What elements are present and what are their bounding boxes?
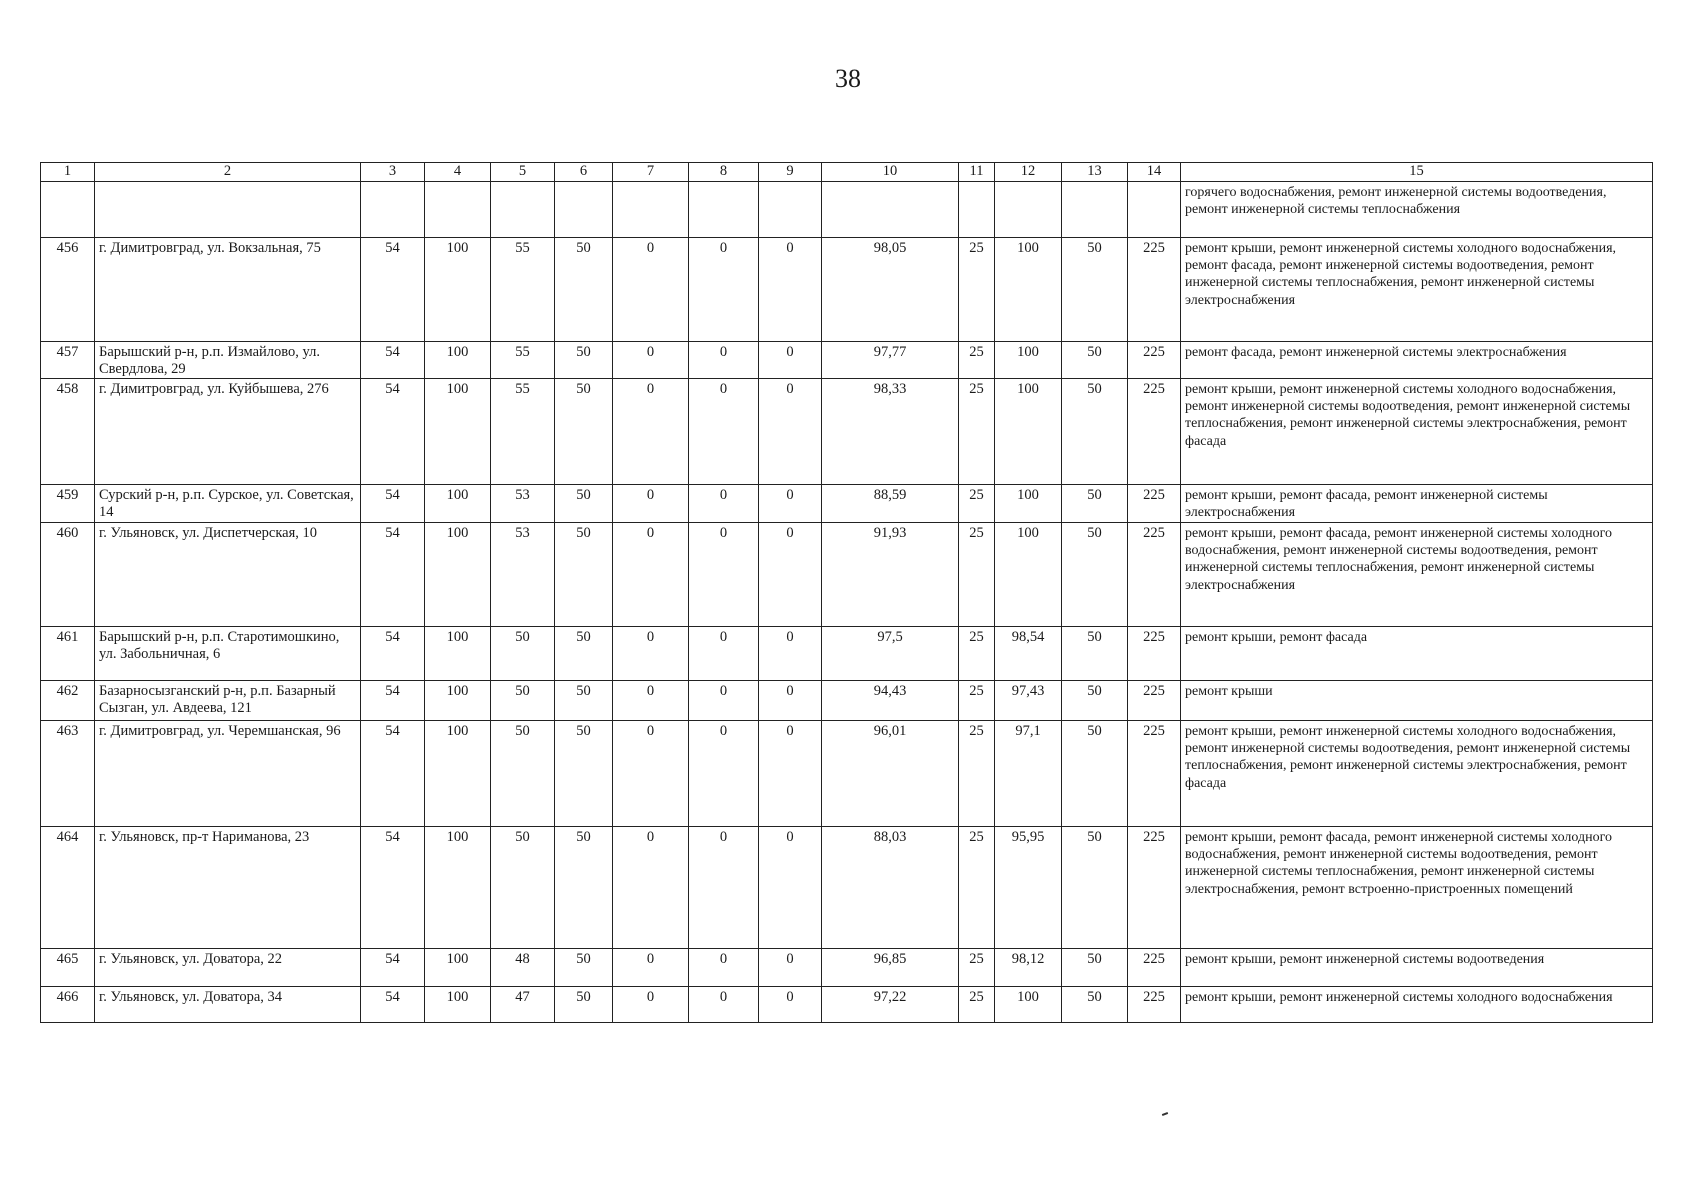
cell-address: г. Ульяновск, ул. Доватора, 34 [95,987,361,1023]
repair-program-table [40,162,1653,1023]
cell-col12: 97,43 [995,681,1062,721]
cell-col4: 100 [425,681,491,721]
cell-col3: 54 [361,681,425,721]
cell-col11: 25 [959,949,995,987]
cell-col14: 225 [1128,987,1181,1023]
cell-col6: 50 [555,379,613,485]
column-number-14: 14 [1128,163,1181,182]
cell-address: г. Ульяновск, ул. Диспетчерская, 10 [95,523,361,627]
table-row [41,987,1653,1023]
cell-col7: 0 [613,238,689,342]
cell-col4: 100 [425,949,491,987]
cell-col3: 54 [361,627,425,681]
cell-col13: 50 [1062,342,1128,379]
column-number-1: 1 [41,163,95,182]
cell-col13: 50 [1062,379,1128,485]
cell-col4: 100 [425,523,491,627]
cell-col8: 0 [689,827,759,949]
cell-col5: 50 [491,721,555,827]
cell-works: ремонт крыши, ремонт инженерной системы холодного водоснабжения [1181,987,1653,1023]
table-row [41,827,1653,949]
cell-col10: 96,85 [822,949,959,987]
cell-col6: 50 [555,827,613,949]
cell-works: ремонт крыши, ремонт фасада [1181,627,1653,681]
cell-col14: 225 [1128,721,1181,827]
cell-col4: 100 [425,379,491,485]
cell-col12: 100 [995,342,1062,379]
cell-col6: 50 [555,987,613,1023]
table-row [41,627,1653,681]
cell-col10: 98,33 [822,379,959,485]
cell-col14: 225 [1128,827,1181,949]
cell-col4: 100 [425,238,491,342]
cell-col3: 54 [361,721,425,827]
cell-col7: 0 [613,949,689,987]
cell-empty [822,182,959,238]
cell-works: горячего водоснабжения, ремонт инженерной системы водоотведения, ремонт инженерной системы теплоснабжения [1181,182,1653,238]
cell-col13: 50 [1062,949,1128,987]
cell-col5: 55 [491,342,555,379]
column-number-7: 7 [613,163,689,182]
cell-col8: 0 [689,523,759,627]
table-row [41,681,1653,721]
cell-empty [995,182,1062,238]
cell-empty [959,182,995,238]
cell-num: 457 [41,342,95,379]
cell-col12: 98,12 [995,949,1062,987]
continuation-row [41,182,1653,238]
column-number-11: 11 [959,163,995,182]
cell-num: 466 [41,987,95,1023]
cell-col11: 25 [959,379,995,485]
cell-col8: 0 [689,379,759,485]
cell-col8: 0 [689,627,759,681]
cell-col14: 225 [1128,949,1181,987]
cell-col7: 0 [613,342,689,379]
column-number-row [41,163,1653,182]
cell-col11: 25 [959,681,995,721]
cell-works: ремонт крыши, ремонт инженерной системы холодного водоснабжения, ремонт инженерной системы водоотведения, ремонт инженерной системы теплоснабжения, ремонт инженерной системы электроснабжения, ремонт фасада [1181,721,1653,827]
cell-num: 465 [41,949,95,987]
cell-col3: 54 [361,987,425,1023]
cell-col7: 0 [613,379,689,485]
cell-col3: 54 [361,238,425,342]
cell-col3: 54 [361,949,425,987]
cell-works: ремонт крыши, ремонт инженерной системы холодного водоснабжения, ремонт инженерной системы водоотведения, ремонт инженерной системы теплоснабжения, ремонт инженерной системы электроснабжения, ремонт фасада [1181,379,1653,485]
cell-col13: 50 [1062,721,1128,827]
cell-col8: 0 [689,238,759,342]
table-row [41,342,1653,379]
cell-col8: 0 [689,949,759,987]
cell-empty [689,182,759,238]
cell-col3: 54 [361,485,425,523]
column-number-5: 5 [491,163,555,182]
cell-col4: 100 [425,342,491,379]
table-row [41,949,1653,987]
cell-col3: 54 [361,523,425,627]
cell-num: 464 [41,827,95,949]
cell-works: ремонт крыши, ремонт фасада, ремонт инженерной системы холодного водоснабжения, ремонт инженерной системы водоотведения, ремонт инженерной системы теплоснабжения, ремонт инженерной системы электроснабжения, ремонт встроенно-пристроенных помещений [1181,827,1653,949]
table-row [41,238,1653,342]
cell-col5: 53 [491,523,555,627]
cell-col6: 50 [555,721,613,827]
cell-address [95,182,361,238]
cell-col7: 0 [613,721,689,827]
cell-address: г. Димитровград, ул. Вокзальная, 75 [95,238,361,342]
cell-col9: 0 [759,485,822,523]
cell-works: ремонт фасада, ремонт инженерной системы электроснабжения [1181,342,1653,379]
cell-col14: 225 [1128,627,1181,681]
cell-num: 462 [41,681,95,721]
cell-col3: 54 [361,342,425,379]
cell-empty [361,182,425,238]
cell-num: 463 [41,721,95,827]
cell-col11: 25 [959,721,995,827]
cell-col4: 100 [425,485,491,523]
cell-address: г. Ульяновск, ул. Доватора, 22 [95,949,361,987]
cell-col7: 0 [613,681,689,721]
cell-col10: 96,01 [822,721,959,827]
cell-num: 456 [41,238,95,342]
cell-col3: 54 [361,827,425,949]
cell-address: г. Ульяновск, пр-т Нариманова, 23 [95,827,361,949]
cell-col14: 225 [1128,523,1181,627]
cell-col8: 0 [689,485,759,523]
cell-col6: 50 [555,523,613,627]
cell-works: ремонт крыши, ремонт инженерной системы холодного водоснабжения, ремонт фасада, ремонт инженерной системы водоотведения, ремонт инженерной системы теплоснабжения, ремонт инженерной системы электроснабжения [1181,238,1653,342]
cell-col13: 50 [1062,523,1128,627]
cell-col12: 100 [995,987,1062,1023]
cell-col7: 0 [613,523,689,627]
cell-col9: 0 [759,238,822,342]
cell-col13: 50 [1062,827,1128,949]
cell-col12: 95,95 [995,827,1062,949]
cell-col12: 98,54 [995,627,1062,681]
cell-col13: 50 [1062,987,1128,1023]
cell-col12: 100 [995,485,1062,523]
column-number-9: 9 [759,163,822,182]
cell-col8: 0 [689,342,759,379]
cell-col5: 55 [491,238,555,342]
cell-col10: 97,77 [822,342,959,379]
cell-col5: 55 [491,379,555,485]
cell-col4: 100 [425,827,491,949]
cell-col13: 50 [1062,238,1128,342]
cell-col6: 50 [555,949,613,987]
cell-col13: 50 [1062,627,1128,681]
cell-num: 459 [41,485,95,523]
cell-num: 460 [41,523,95,627]
cell-col12: 100 [995,523,1062,627]
cell-col5: 50 [491,627,555,681]
cell-num: 458 [41,379,95,485]
cell-empty [491,182,555,238]
cell-col10: 97,5 [822,627,959,681]
cell-col8: 0 [689,721,759,827]
cell-col4: 100 [425,987,491,1023]
cell-col10: 91,93 [822,523,959,627]
cell-works: ремонт крыши, ремонт инженерной системы водоотведения [1181,949,1653,987]
cell-col9: 0 [759,627,822,681]
cell-col14: 225 [1128,485,1181,523]
cell-col9: 0 [759,523,822,627]
cell-col10: 98,05 [822,238,959,342]
cell-col10: 97,22 [822,987,959,1023]
table-row [41,523,1653,627]
cell-col12: 100 [995,379,1062,485]
cell-col7: 0 [613,485,689,523]
cell-col10: 94,43 [822,681,959,721]
scan-mark [1162,1112,1168,1116]
cell-col6: 50 [555,238,613,342]
cell-col9: 0 [759,681,822,721]
cell-col11: 25 [959,485,995,523]
cell-works: ремонт крыши, ремонт фасада, ремонт инженерной системы электроснабжения [1181,485,1653,523]
cell-col6: 50 [555,681,613,721]
cell-col9: 0 [759,949,822,987]
cell-col4: 100 [425,721,491,827]
cell-col11: 25 [959,238,995,342]
column-number-10: 10 [822,163,959,182]
page-number: 38 [835,64,861,93]
cell-empty [1062,182,1128,238]
cell-col10: 88,03 [822,827,959,949]
cell-address: г. Димитровград, ул. Куйбышева, 276 [95,379,361,485]
column-number-15: 15 [1181,163,1653,182]
cell-col7: 0 [613,827,689,949]
cell-col11: 25 [959,342,995,379]
cell-col6: 50 [555,485,613,523]
cell-col6: 50 [555,627,613,681]
column-number-3: 3 [361,163,425,182]
column-number-12: 12 [995,163,1062,182]
table-row [41,721,1653,827]
cell-num [41,182,95,238]
cell-col5: 47 [491,987,555,1023]
cell-address: Базарносызганский р-н, р.п. Базарный Сызган, ул. Авдеева, 121 [95,681,361,721]
cell-col5: 48 [491,949,555,987]
cell-col14: 225 [1128,238,1181,342]
cell-works: ремонт крыши, ремонт фасада, ремонт инженерной системы холодного водоснабжения, ремонт инженерной системы водоотведения, ремонт инженерной системы теплоснабжения, ремонт инженерной системы электроснабжения [1181,523,1653,627]
cell-col11: 25 [959,987,995,1023]
cell-col11: 25 [959,523,995,627]
cell-col14: 225 [1128,342,1181,379]
cell-address: Барышский р-н, р.п. Измайлово, ул. Свердлова, 29 [95,342,361,379]
cell-address: Барышский р-н, р.п. Старотимошкино, ул. Забольничная, 6 [95,627,361,681]
cell-col9: 0 [759,379,822,485]
table-row [41,379,1653,485]
cell-address: Сурский р-н, р.п. Сурское, ул. Советская, 14 [95,485,361,523]
cell-empty [425,182,491,238]
cell-empty [555,182,613,238]
cell-col5: 53 [491,485,555,523]
cell-col7: 0 [613,627,689,681]
cell-empty [759,182,822,238]
cell-col5: 50 [491,681,555,721]
cell-col11: 25 [959,827,995,949]
cell-col3: 54 [361,379,425,485]
cell-col13: 50 [1062,485,1128,523]
cell-col9: 0 [759,987,822,1023]
cell-num: 461 [41,627,95,681]
cell-col6: 50 [555,342,613,379]
cell-works: ремонт крыши [1181,681,1653,721]
column-number-2: 2 [95,163,361,182]
cell-col9: 0 [759,827,822,949]
column-number-8: 8 [689,163,759,182]
cell-col12: 97,1 [995,721,1062,827]
cell-col10: 88,59 [822,485,959,523]
column-number-4: 4 [425,163,491,182]
cell-col9: 0 [759,721,822,827]
cell-col9: 0 [759,342,822,379]
column-number-13: 13 [1062,163,1128,182]
cell-col14: 225 [1128,379,1181,485]
cell-col4: 100 [425,627,491,681]
cell-col12: 100 [995,238,1062,342]
cell-empty [613,182,689,238]
cell-col13: 50 [1062,681,1128,721]
cell-address: г. Димитровград, ул. Черемшанская, 96 [95,721,361,827]
cell-empty [1128,182,1181,238]
table-row [41,485,1653,523]
cell-col5: 50 [491,827,555,949]
cell-col11: 25 [959,627,995,681]
cell-col7: 0 [613,987,689,1023]
cell-col14: 225 [1128,681,1181,721]
column-number-6: 6 [555,163,613,182]
cell-col8: 0 [689,987,759,1023]
cell-col8: 0 [689,681,759,721]
